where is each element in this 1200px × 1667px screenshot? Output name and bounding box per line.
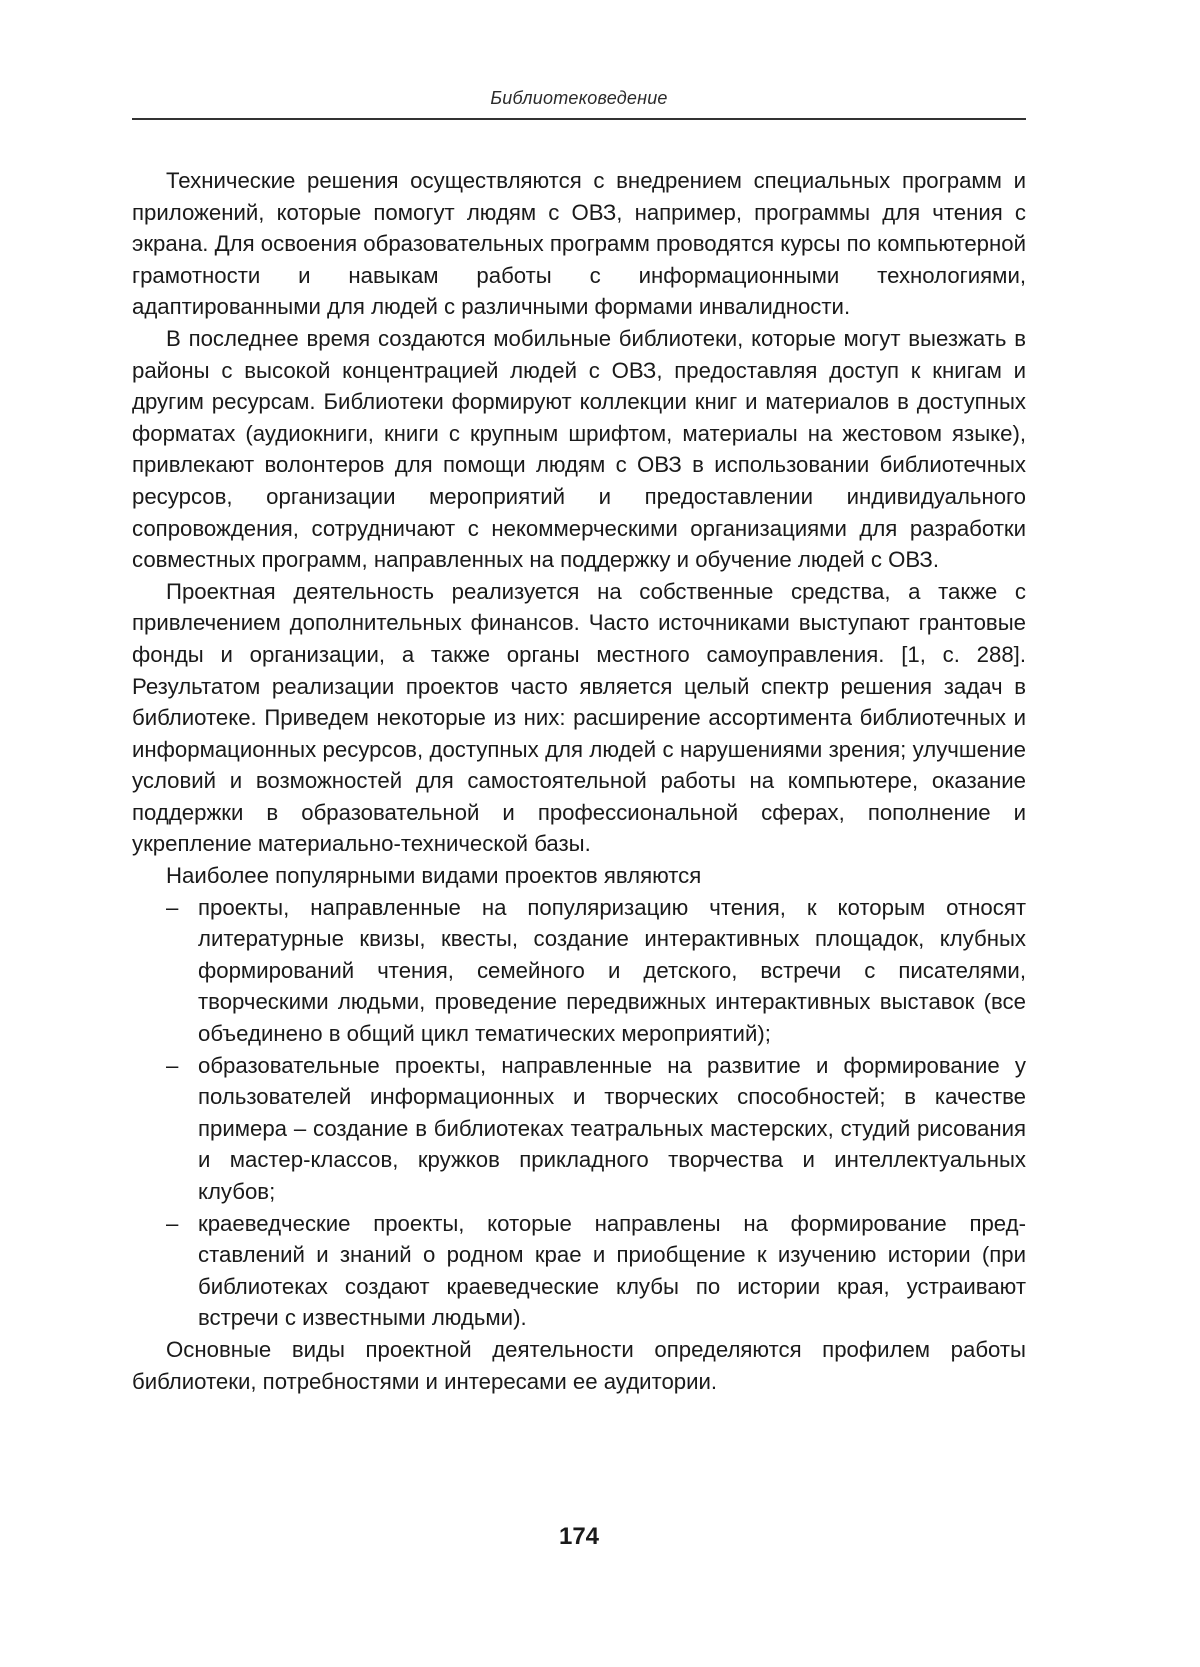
list-item-text: образовательные проекты, направленные на развитие и формирование у пользователей информационных и творческих способностей; в качестве примера – создание в библиотеках театральных мастерских, студий рисования и мастер-классов, кружков прикладного творчества и интеллектуальных клубов;: [198, 1052, 1026, 1204]
page-number: 174: [558, 1523, 600, 1550]
paragraph-technical-solutions: Технические решения осуществляются с внедрением специальных программ и приложений, которые помогут людям с ОВЗ, например, программы для чтения с экрана. Для освоения образовательных программ проводятся курсы по компьютерной грамотности и навыкам работы с информационными технологиями, адаптированными для людей с различными формами инвалидности.: [132, 168, 1026, 320]
list-dash: –: [166, 1210, 179, 1236]
paragraph-mobile-libraries: В последнее время создаются мобильные библиотеки, которые могут выезжать в районы с высокой концентрацией людей с ОВЗ, предоставляя доступ к книгам и другим ресурсам. Библиотеки формируют коллекции книг и материалов в доступных форматах (аудиокниги, книги с крупным шрифтом, материалы на жестовом языке), привлекают волонтеров для помощи людям с ОВЗ в использовании библиотечных ресурсов, организации мероприятий и предоставлении индивидуального сопровождения, сотрудничают с некоммерческими организациями для разработки совместных программ, направленных на поддержку и обучение людей с ОВЗ.: [132, 325, 1026, 573]
paragraph-closing: Основные виды проектной деятельности определяются профилем работы библиотеки, потребностями и интересами ее аудитории.: [132, 1336, 1026, 1394]
body-text: [132, 165, 1026, 1397]
list-dash: –: [166, 894, 179, 920]
list-item-text: проекты, направленные на популяризацию чтения, к которым относят литературные квизы, квесты, создание интерактивных площадок, клубных формирований чтения, семейного и детского, встречи с писателями, творческими людьми, проведение передвижных интерактивных выставок (все объединено в общий цикл тематических мероприятий);: [198, 894, 1026, 1047]
list-dash: –: [166, 1052, 179, 1078]
running-head: Библиотековедение: [490, 88, 668, 108]
list-item: [132, 1208, 1026, 1334]
list-item: [132, 892, 1026, 1050]
paragraph-project-activity: Проектная деятельность реализуется на собственные средства, а также с привлечением дополнительных финансов. Часто источниками выступают грантовые фонды и организации, а также органы местного самоуправления. [1, с. 288]. Результатом реализации проектов часто является целый спектр решения задач в библиотеке. Приведем некоторые из них: расширение ассортимента библиотечных и информационных ресурсов, доступных для людей с нарушениями зрения; улучшение условий и возможностей для самостоятельной работы на компьютере, оказание поддержки в образовательной и профессиональной сферах, пополнение и укрепление материально-технической базы.: [132, 578, 1026, 857]
header-rule: [132, 118, 1026, 120]
list-intro: Наиболее популярными видами проектов являются: [166, 863, 702, 889]
project-types-list: [132, 892, 1026, 1334]
list-item-text: краеведческие проекты, которые направлены на формирование представлений и знаний о родном крае и приобщение к изучению истории (при библиотеках создают краеведческие клубы по истории края, устраивают встречи с известными людьми).: [198, 1210, 1026, 1331]
book-page: [132, 0, 1026, 1667]
list-item: [132, 1050, 1026, 1208]
